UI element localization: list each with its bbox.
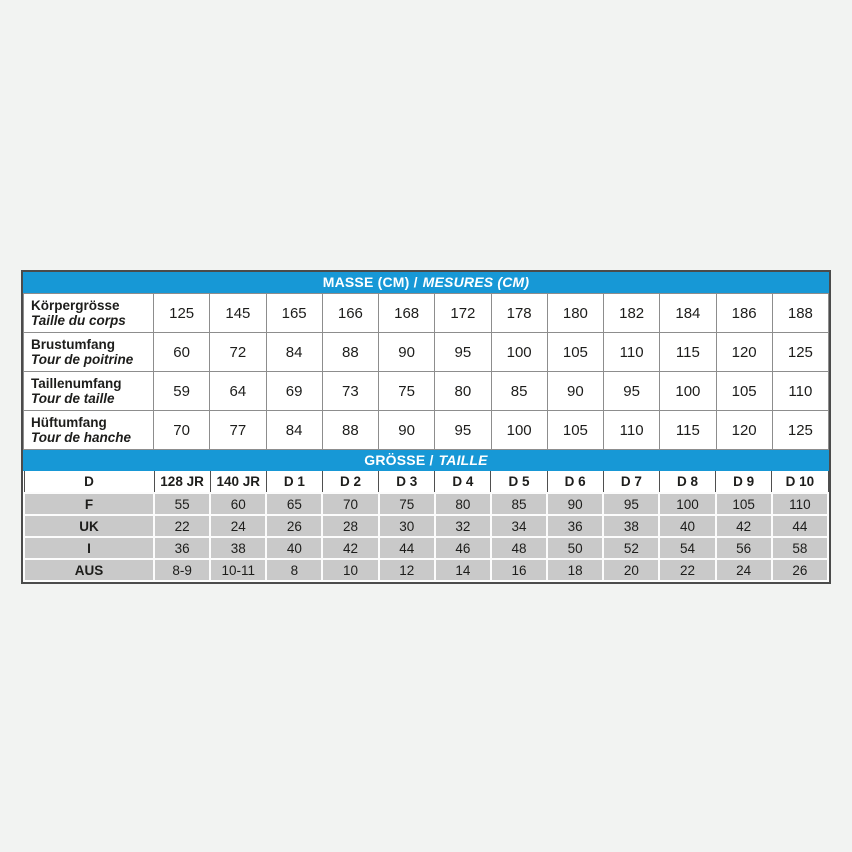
measurement-value: 105 [547, 333, 603, 372]
measurement-value: 95 [604, 372, 660, 411]
measurement-value: 110 [604, 411, 660, 450]
size-value: 60 [210, 493, 266, 515]
size-value: 95 [603, 493, 659, 515]
sizes-header-title-fr: TAILLE [438, 452, 488, 468]
measurement-value: 77 [210, 411, 266, 450]
measurement-value: 165 [266, 294, 322, 333]
size-row-aus [24, 559, 828, 581]
measurement-value: 172 [435, 294, 491, 333]
size-value: 8 [266, 559, 322, 581]
measurement-value: 95 [435, 333, 491, 372]
measurement-value: 145 [210, 294, 266, 333]
measurement-value: 100 [491, 411, 547, 450]
size-value: 16 [491, 559, 547, 581]
size-value: 26 [266, 515, 322, 537]
size-system-label: F [24, 493, 154, 515]
measurement-value: 72 [210, 333, 266, 372]
size-value: D 5 [491, 471, 547, 493]
size-value: 24 [716, 559, 772, 581]
size-value: 55 [154, 493, 210, 515]
size-value: 38 [210, 537, 266, 559]
measurement-value: 69 [266, 372, 322, 411]
measurements-header-title-fr: MESURES (CM) [422, 274, 530, 290]
measurement-value: 64 [210, 372, 266, 411]
measurement-value: 182 [604, 294, 660, 333]
size-value: 80 [435, 493, 491, 515]
size-value: 70 [322, 493, 378, 515]
size-system-label: D [24, 471, 154, 493]
measurements-header-title: MASSE (CM) / [322, 274, 418, 290]
size-value: 12 [379, 559, 435, 581]
measurement-value: 110 [604, 333, 660, 372]
size-value: D 7 [603, 471, 659, 493]
measurement-row [24, 294, 829, 333]
size-value: 65 [266, 493, 322, 515]
size-value: 36 [154, 537, 210, 559]
size-value: 44 [772, 515, 828, 537]
measurement-value: 186 [716, 294, 772, 333]
size-value: 22 [659, 559, 715, 581]
measurement-value: 73 [322, 372, 378, 411]
size-value: 75 [379, 493, 435, 515]
measurement-value: 95 [435, 411, 491, 450]
size-value: D 10 [772, 471, 828, 493]
measurement-value: 120 [716, 333, 772, 372]
size-value: 85 [491, 493, 547, 515]
size-value: 30 [379, 515, 435, 537]
size-table [21, 270, 831, 584]
measurement-value: 88 [322, 411, 378, 450]
size-value: 52 [603, 537, 659, 559]
size-value: 8-9 [154, 559, 210, 581]
size-value: 32 [435, 515, 491, 537]
measurement-value: 115 [660, 333, 716, 372]
measurement-value: 84 [266, 333, 322, 372]
size-value: D 8 [659, 471, 715, 493]
size-value: 40 [266, 537, 322, 559]
measurement-value: 184 [660, 294, 716, 333]
measurement-value: 125 [154, 294, 210, 333]
measurement-value: 188 [772, 294, 828, 333]
size-value: D 2 [322, 471, 378, 493]
sizes-header-title: GRÖSSE / [364, 452, 434, 468]
size-value: 90 [547, 493, 603, 515]
measurement-value: 90 [547, 372, 603, 411]
size-value: 10-11 [210, 559, 266, 581]
size-value: 20 [603, 559, 659, 581]
sizes-table [23, 471, 829, 582]
measurement-value: 85 [491, 372, 547, 411]
measurement-value: 110 [772, 372, 828, 411]
sizes-header [23, 450, 829, 471]
size-value: 14 [435, 559, 491, 581]
size-value: 28 [322, 515, 378, 537]
size-value: 128 JR [154, 471, 210, 493]
size-row-i [24, 537, 828, 559]
size-value: 44 [379, 537, 435, 559]
size-system-label: I [24, 537, 154, 559]
measurement-value: 100 [660, 372, 716, 411]
size-value: 42 [322, 537, 378, 559]
size-value: 38 [603, 515, 659, 537]
measurement-value: 125 [772, 411, 828, 450]
measurement-value: 70 [154, 411, 210, 450]
size-value: D 3 [379, 471, 435, 493]
measurement-value: 168 [379, 294, 435, 333]
size-value: 56 [716, 537, 772, 559]
measurement-label: Brustumfang Tour de poitrine [24, 333, 154, 372]
size-value: D 4 [435, 471, 491, 493]
size-value: 58 [772, 537, 828, 559]
measurement-value: 88 [322, 333, 378, 372]
size-system-label: AUS [24, 559, 154, 581]
size-value: 100 [659, 493, 715, 515]
measurement-label: Hüftumfang Tour de hanche [24, 411, 154, 450]
measurements-header [23, 272, 829, 293]
size-row-f [24, 493, 828, 515]
size-value: 42 [716, 515, 772, 537]
measurement-label: Körpergrösse Taille du corps [24, 294, 154, 333]
measurement-label: Taillenumfang Tour de taille [24, 372, 154, 411]
measurement-value: 84 [266, 411, 322, 450]
measurement-value: 180 [547, 294, 603, 333]
measurement-value: 75 [379, 372, 435, 411]
measurement-value: 166 [322, 294, 378, 333]
measurement-value: 105 [716, 372, 772, 411]
measurement-value: 115 [660, 411, 716, 450]
size-value: 50 [547, 537, 603, 559]
size-value: 48 [491, 537, 547, 559]
size-value: 22 [154, 515, 210, 537]
measurement-value: 80 [435, 372, 491, 411]
size-value: 140 JR [210, 471, 266, 493]
size-value: 10 [322, 559, 378, 581]
measurements-table [23, 293, 829, 450]
measurement-value: 90 [379, 333, 435, 372]
size-row-d [24, 471, 828, 493]
size-value: 46 [435, 537, 491, 559]
size-value: 34 [491, 515, 547, 537]
measurement-row [24, 411, 829, 450]
size-value: D 9 [716, 471, 772, 493]
size-value: 26 [772, 559, 828, 581]
size-value: 24 [210, 515, 266, 537]
measurement-value: 59 [154, 372, 210, 411]
measurement-value: 105 [547, 411, 603, 450]
measurement-value: 178 [491, 294, 547, 333]
size-value: 54 [659, 537, 715, 559]
measurement-row [24, 372, 829, 411]
size-value: D 1 [266, 471, 322, 493]
measurement-row [24, 333, 829, 372]
measurement-value: 125 [772, 333, 828, 372]
measurement-value: 60 [154, 333, 210, 372]
size-value: 40 [659, 515, 715, 537]
size-value: 110 [772, 493, 828, 515]
measurement-value: 90 [379, 411, 435, 450]
size-row-uk [24, 515, 828, 537]
size-value: 18 [547, 559, 603, 581]
measurement-value: 100 [491, 333, 547, 372]
size-value: D 6 [547, 471, 603, 493]
size-system-label: UK [24, 515, 154, 537]
size-value: 36 [547, 515, 603, 537]
size-value: 105 [716, 493, 772, 515]
measurement-value: 120 [716, 411, 772, 450]
